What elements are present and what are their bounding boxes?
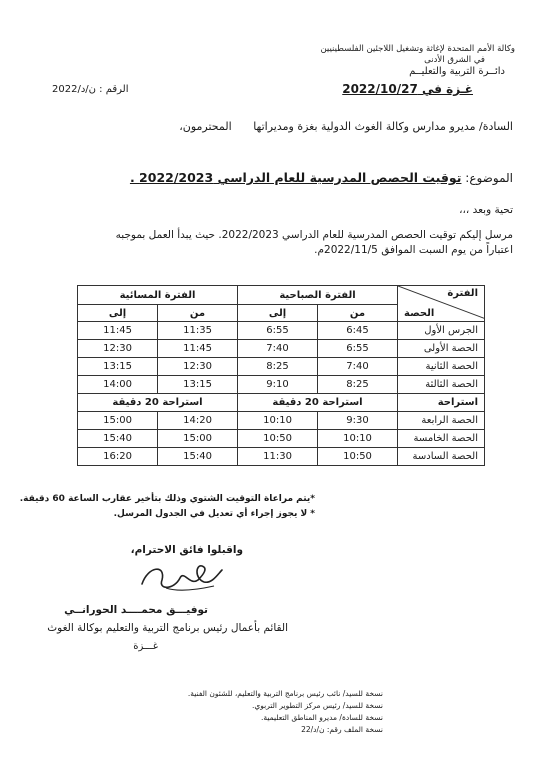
morning-to-cell: 9:10 (238, 376, 318, 394)
org-region-line: في الشرق الأدنى (424, 55, 485, 65)
schedule-table (77, 285, 485, 466)
organization-header (320, 44, 515, 77)
subject-text: توقيت الحصص المدرسية للعام الدراسي 2022/2023 . (129, 170, 462, 185)
evening-to-cell: 14:00 (78, 376, 158, 394)
subject-label: الموضوع: (465, 171, 513, 185)
evening-to-header: إلى (78, 305, 158, 322)
table-row (78, 322, 485, 340)
morning-header: الفترة الصباحية (238, 286, 398, 305)
table-row (78, 376, 485, 394)
greeting: تحية وبعد ،،، (459, 204, 513, 216)
table-header-row (78, 286, 485, 305)
evening-header: الفترة المسائية (78, 286, 238, 305)
evening-from-cell: 13:15 (158, 376, 238, 394)
evening-from-header: من (158, 305, 238, 322)
closing-line: واقبلوا فائق الاحترام، (130, 544, 243, 556)
letter-date: غـزة في 2022/10/27 (342, 82, 473, 96)
morning-to-cell: 10:50 (238, 430, 318, 448)
table-row (78, 430, 485, 448)
table-corner-cell (398, 286, 485, 322)
morning-to-cell: 10:10 (238, 412, 318, 430)
evening-from-cell: 12:30 (158, 358, 238, 376)
note-no-modification: * لا يجوز إجراء أي تعديل في الجدول المرسل. (113, 509, 315, 519)
morning-from-cell: 9:30 (318, 412, 398, 430)
evening-from-cell: 11:35 (158, 322, 238, 340)
lesson-label: الحصة الثانية (398, 358, 485, 376)
signatory-city: غـــزة (133, 641, 158, 652)
morning-to-cell: 6:55 (238, 322, 318, 340)
lesson-label: الجرس الأول (398, 322, 485, 340)
copy-line: نسخة الملف رقم: ن/د/22 (301, 725, 383, 734)
copy-line: نسخة للسيد/ رئيس مركز التطوير التربوي. (251, 701, 383, 710)
morning-from-cell: 6:45 (318, 322, 398, 340)
break-label: استراحة (398, 394, 485, 412)
lesson-label: الحصة الأولى (398, 340, 485, 358)
morning-to-cell: 8:25 (238, 358, 318, 376)
table-row (78, 340, 485, 358)
body-line-2: اعتباراً من يوم السبت الموافق 2022/11/5م. (314, 244, 513, 256)
note-winter-time: *يتم مراعاة التوقيت الشتوي وذلك بتأخير عقارب الساعة 60 دقيقة. (19, 494, 315, 504)
evening-break-cell: استراحة 20 دقيقة (78, 394, 238, 412)
break-row (78, 394, 485, 412)
salutation (179, 120, 513, 133)
body-line-1: مرسل إليكم توقيت الحصص المدرسية للعام الدراسي 2022/2023. حيث يبدأ العمل بموجبه (115, 229, 513, 241)
handwritten-signature (138, 560, 224, 596)
lesson-label: الحصة الرابعة (398, 412, 485, 430)
corner-lesson-label: الحصة (404, 308, 435, 319)
org-department-line: دائــرة التربية والتعليــم (409, 66, 505, 77)
corner-period-label: الفترة (447, 288, 478, 299)
lesson-label: الحصة السادسة (398, 448, 485, 466)
org-name-line: وكالة الأمم المتحدة لإغاثة وتشغيل اللاجئين الفلسطينيين (320, 44, 515, 54)
evening-to-cell: 13:15 (78, 358, 158, 376)
reference-number: الرقم : ن/د/2022 (52, 84, 129, 95)
morning-from-cell: 8:25 (318, 376, 398, 394)
morning-from-cell: 10:50 (318, 448, 398, 466)
evening-to-cell: 15:00 (78, 412, 158, 430)
honorific: المحترمون، (179, 120, 232, 133)
evening-to-cell: 12:30 (78, 340, 158, 358)
evening-from-cell: 15:00 (158, 430, 238, 448)
signatory-name: توفيـــق محمــــد الحورانــي (64, 604, 208, 616)
table-row (78, 412, 485, 430)
recipient: السادة/ مديرو مدارس وكالة الغوث الدولية بغزة ومديراتها (253, 120, 513, 133)
table-row (78, 448, 485, 466)
morning-from-cell: 10:10 (318, 430, 398, 448)
subject-line (130, 170, 513, 185)
morning-from-header: من (318, 305, 398, 322)
evening-from-cell: 14:20 (158, 412, 238, 430)
lesson-label: الحصة الثالثة (398, 376, 485, 394)
evening-to-cell: 15:40 (78, 430, 158, 448)
evening-to-cell: 16:20 (78, 448, 158, 466)
signatory-title: القائم بأعمال رئيس برنامج التربية والتعليم بوكالة الغوث (47, 622, 288, 634)
copy-line: نسخة للسيد/ نائب رئيس برنامج التربية والتعليم، للشئون الفنية. (187, 689, 383, 698)
morning-from-cell: 7:40 (318, 358, 398, 376)
evening-to-cell: 11:45 (78, 322, 158, 340)
evening-from-cell: 15:40 (158, 448, 238, 466)
morning-from-cell: 6:55 (318, 340, 398, 358)
morning-to-cell: 11:30 (238, 448, 318, 466)
morning-to-header: إلى (238, 305, 318, 322)
copy-line: نسخة للسادة/ مديرو المناطق التعليمية. (261, 713, 383, 722)
morning-to-cell: 7:40 (238, 340, 318, 358)
lesson-label: الحصة الخامسة (398, 430, 485, 448)
morning-break-cell: استراحة 20 دقيقة (238, 394, 398, 412)
table-row (78, 358, 485, 376)
evening-from-cell: 11:45 (158, 340, 238, 358)
